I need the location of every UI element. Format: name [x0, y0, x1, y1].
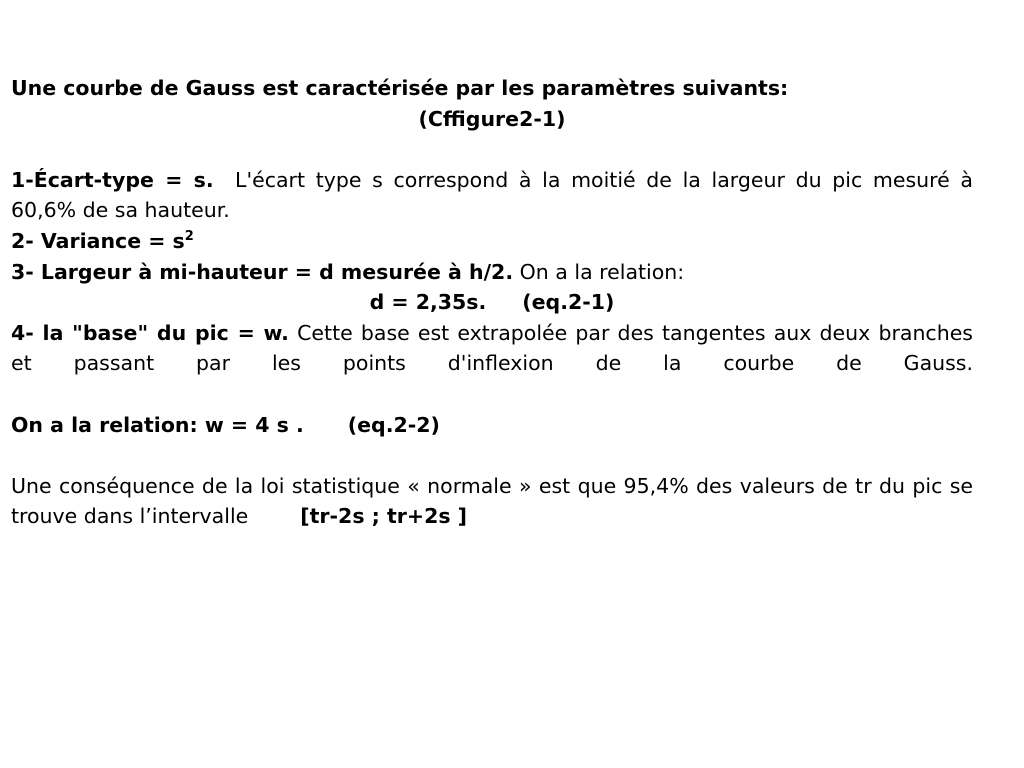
parameter-label: 4- la "base" du pic = w.	[11, 320, 289, 345]
parameter-label: 1-Écart-type = s.	[11, 167, 214, 192]
relation-text: On a la relation: w = 4 s .	[11, 412, 304, 437]
parameter-variance	[11, 226, 973, 257]
conclusion-paragraph	[11, 471, 973, 532]
figure-reference: (Cffigure2-1)	[418, 106, 566, 131]
parameter-standard-deviation	[11, 165, 973, 226]
interval: [tr-2s ; tr+2s ]	[300, 504, 468, 529]
parameter-base	[11, 318, 973, 379]
relation-ref: (eq.2-2)	[347, 412, 440, 437]
relation-2-2	[11, 410, 973, 441]
parameter-label: 3- Largeur à mi-hauteur = d mesurée à h/2.	[11, 259, 514, 284]
spacer	[11, 440, 973, 471]
parameter-label: 2- Variance = s	[11, 228, 185, 253]
intro-title: Une courbe de Gauss est caractérisée par les paramètres suivants:	[11, 76, 789, 100]
parameter-description: Cette base est extrapolée par des tangentes aux deux branches et passant par les points d'inflexion de la courbe de Gauss.	[11, 320, 973, 376]
equation: d = 2,35s.	[369, 290, 487, 315]
spacer	[11, 134, 973, 165]
exponent: 2	[184, 228, 194, 244]
equation-2-1	[11, 287, 973, 318]
parameter-description: L'écart type s correspond à la moitié de la largeur du pic mesuré à 60,6% de sa hauteur.	[11, 167, 973, 223]
spacer	[11, 379, 973, 410]
slide-content	[11, 73, 973, 532]
parameter-half-width	[11, 257, 973, 288]
parameter-description: On a la relation:	[519, 259, 685, 284]
equation-ref: (eq.2-1)	[522, 290, 615, 315]
conclusion-text: Une conséquence de la loi statistique « normale » est que 95,4% des valeurs de tr du pic se trouve dans l’intervalle	[11, 473, 973, 529]
